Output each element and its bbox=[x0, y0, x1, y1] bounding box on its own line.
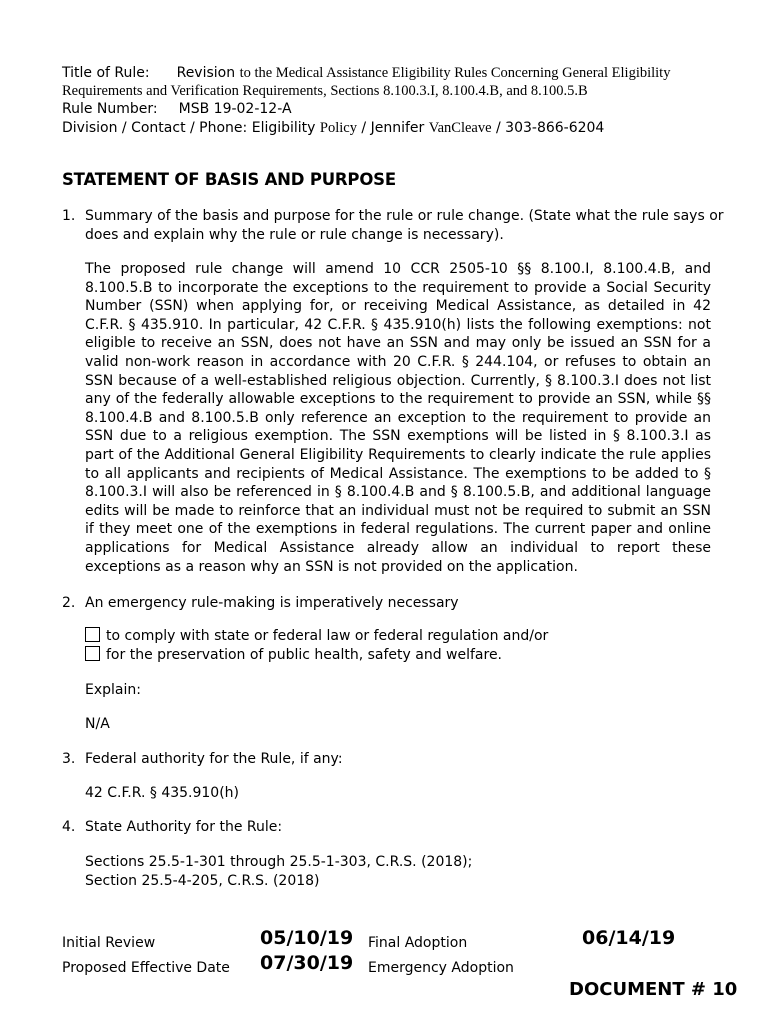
contact-phone: / 303-866-6204 bbox=[496, 120, 605, 136]
item-2-number: 2. bbox=[62, 595, 76, 611]
division-separator: / bbox=[361, 120, 367, 136]
rule-title-line-1 bbox=[62, 64, 670, 82]
item-2-question: An emergency rule-making is imperatively necessary bbox=[85, 595, 459, 611]
title-label: Title of Rule: bbox=[62, 65, 150, 81]
explain-answer: N/A bbox=[85, 716, 110, 732]
item-4-number: 4. bbox=[62, 819, 76, 835]
federal-authority-answer: 42 C.F.R. § 435.910(h) bbox=[85, 785, 240, 801]
rule-number-line bbox=[62, 100, 292, 118]
title-text: to the Medical Assistance Eligibility Rules Concerning General Eligibility bbox=[239, 65, 671, 81]
rule-number: MSB 19-02-12-A bbox=[178, 101, 292, 117]
rule-number-label: Rule Number: bbox=[62, 101, 158, 117]
division-label: Division / Contact / Phone: bbox=[62, 120, 248, 136]
item-1-question-line-2: does and explain why the rule or rule change is necessary). bbox=[85, 226, 504, 243]
state-authority-line-2: Section 25.5-4-205, C.R.S. (2018) bbox=[85, 872, 320, 889]
emergency-option-health bbox=[85, 646, 502, 665]
proposed-effective-label: Proposed Effective Date bbox=[62, 960, 230, 976]
document-number: DOCUMENT # 10 bbox=[569, 979, 738, 1000]
contact-first-name: Jennifer bbox=[370, 120, 425, 136]
division-contact-line bbox=[62, 119, 604, 137]
emergency-adoption-label: Emergency Adoption bbox=[368, 960, 514, 976]
item-1-number: 1. bbox=[62, 208, 76, 224]
item-3-question: Federal authority for the Rule, if any: bbox=[85, 751, 343, 767]
item-1-question-line-1: Summary of the basis and purpose for the rule or rule change. (State what the rule says or bbox=[85, 208, 724, 224]
state-authority-answer bbox=[85, 853, 472, 890]
item-1-question bbox=[85, 207, 725, 244]
final-adoption-label: Final Adoption bbox=[368, 935, 468, 951]
law-checkbox[interactable] bbox=[85, 627, 100, 642]
item-4-question: State Authority for the Rule: bbox=[85, 819, 283, 835]
item-1-answer: The proposed rule change will amend 10 CCR 2505-10 §§ 8.100.I, 8.100.4.B, and 8.100.5.B to incorporate the exceptions to the requirement to provide a Social Security Number (SSN) when applying for, or receiving Medical Assistance, as detailed in 42 C.F.R. § 435.910. In particular, 42 C.F.R. § 435.910(h) lists the following exemptions: not eligible to receive an SSN, does not have an SSN and may only be issued an SSN for a valid non-work reason in accordance with 20 C.F.R. § 244.104, or refuses to obtain an SSN because of a well-established religious objection. Currently, § 8.100.3.I does not list any of the federally allowable exceptions to the requirement to provide an SSN, while §§ 8.100.4.B and 8.100.5.B only reference an exception to the requirement to provide an SSN due to a religious exemption. The SSN exemptions will be listed in § 8.100.3.I as part of the Additional General Eligibility Requirements to clearly indicate the rule applies to all applicants and recipients of Medical Assistance. The exemptions to be added to § 8.100.3.I will also be referenced in § 8.100.4.B and § 8.100.5.B, and additional language edits will be made to reinforce that an individual must not be required to submit an SSN if they meet one of the exemptions in federal regulations. The current paper and online applications for Medical Assistance already allow an individual to report these exceptions as a reason why an SSN is not provided on the application. bbox=[85, 261, 711, 575]
rule-title-line-2: Requirements and Verification Requirements, Sections 8.100.3.I, 8.100.4.B, and 8.100.5.B bbox=[62, 83, 588, 99]
health-option-label: for the preservation of public health, safety and welfare. bbox=[106, 647, 503, 663]
title-word: Revision bbox=[176, 65, 236, 81]
health-checkbox[interactable] bbox=[85, 646, 100, 661]
contact-last-name: VanCleave bbox=[428, 120, 492, 136]
explain-label: Explain: bbox=[85, 682, 141, 698]
final-adoption-date: 06/14/19 bbox=[582, 927, 676, 949]
law-option-label: to comply with state or federal law or federal regulation and/or bbox=[106, 628, 549, 644]
initial-review-date: 05/10/19 bbox=[260, 927, 354, 949]
division-policy: Policy bbox=[319, 120, 357, 136]
division-name: Eligibility bbox=[251, 120, 316, 136]
emergency-option-law bbox=[85, 627, 548, 646]
proposed-effective-date: 07/30/19 bbox=[260, 952, 354, 974]
initial-review-label: Initial Review bbox=[62, 935, 156, 951]
section-title: STATEMENT OF BASIS AND PURPOSE bbox=[62, 170, 396, 189]
state-authority-line-1: Sections 25.5-1-301 through 25.5-1-303, C.R.S. (2018); bbox=[85, 854, 473, 870]
item-3-number: 3. bbox=[62, 751, 76, 767]
